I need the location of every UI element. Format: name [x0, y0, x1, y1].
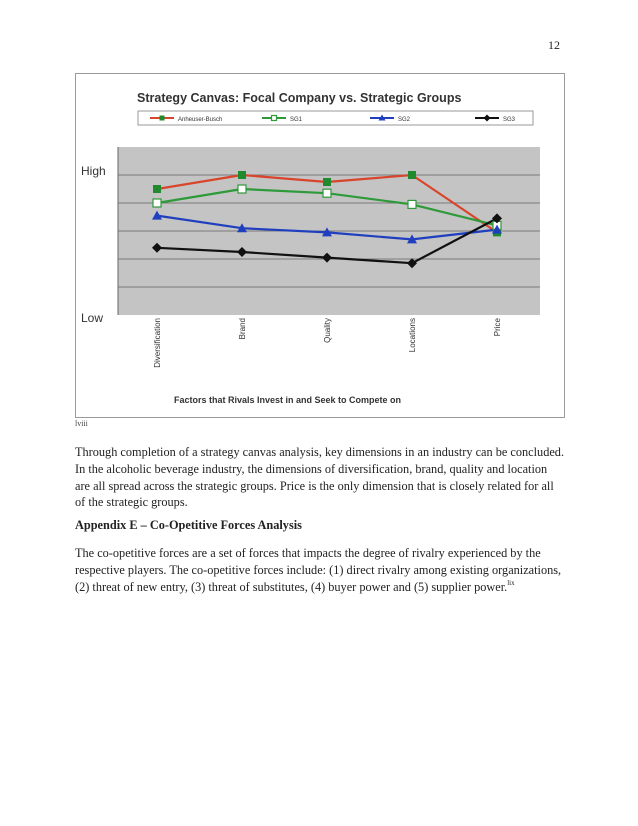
x-tick-label: Price: [493, 318, 502, 337]
paragraph-coopetitive-forces: [75, 545, 565, 595]
data-point-marker: [153, 199, 161, 207]
y-high-label: High: [81, 164, 106, 178]
appendix-e-heading: Appendix E – Co-Opetitive Forces Analysis: [75, 518, 302, 532]
data-point-marker: [272, 116, 277, 121]
legend-label: SG1: [290, 117, 303, 123]
data-point-marker: [160, 116, 165, 121]
data-point-marker: [408, 200, 416, 208]
data-point-marker: [323, 189, 331, 197]
data-point-marker: [153, 185, 161, 193]
strategy-canvas-chart: [76, 74, 564, 417]
chart-title: Strategy Canvas: Focal Company vs. Strategic Groups: [137, 91, 462, 105]
footnote-marker: lviii: [75, 419, 88, 428]
paragraph-canvas-conclusion: Through completion of a strategy canvas analysis, key dimensions in an industry can be concluded. In the alcoholic beverage industry, the dimensions of diversification, brand, quality and location are all spread across the strategic groups. Price is the only dimension that is closely related for all of the strategic groups.: [75, 445, 565, 510]
data-point-marker: [323, 178, 331, 186]
legend-label: SG3: [503, 117, 516, 123]
strategy-canvas-figure: [75, 73, 565, 418]
x-tick-label: Locations: [408, 318, 417, 353]
legend-label: SG2: [398, 117, 411, 123]
x-tick-label: Diversification: [153, 318, 162, 368]
y-low-label: Low: [81, 311, 104, 325]
chart-legend: [138, 111, 533, 125]
x-tick-label: Quality: [323, 318, 332, 343]
legend-label: Anheuser-Busch: [178, 117, 223, 123]
page-number: 12: [548, 38, 560, 52]
data-point-marker: [238, 185, 246, 193]
data-point-marker: [408, 171, 416, 179]
x-tick-label: Brand: [238, 318, 247, 340]
footnote-sup: lix: [507, 578, 515, 587]
x-tick-labels: [153, 317, 502, 367]
data-point-marker: [238, 171, 246, 179]
paragraph-coopetitive-text: The co-opetitive forces are a set of forces that impacts the degree of rivalry experienced by the respective players. The co-opetitive forces include: (1) direct rivalry among existing organizations, (2) threat of new entry, (3) threat of substitutes, (4) buyer power and (5) supplier power.: [75, 546, 562, 594]
x-axis-label: Factors that Rivals Invest in and Seek to Compete on: [174, 395, 402, 405]
